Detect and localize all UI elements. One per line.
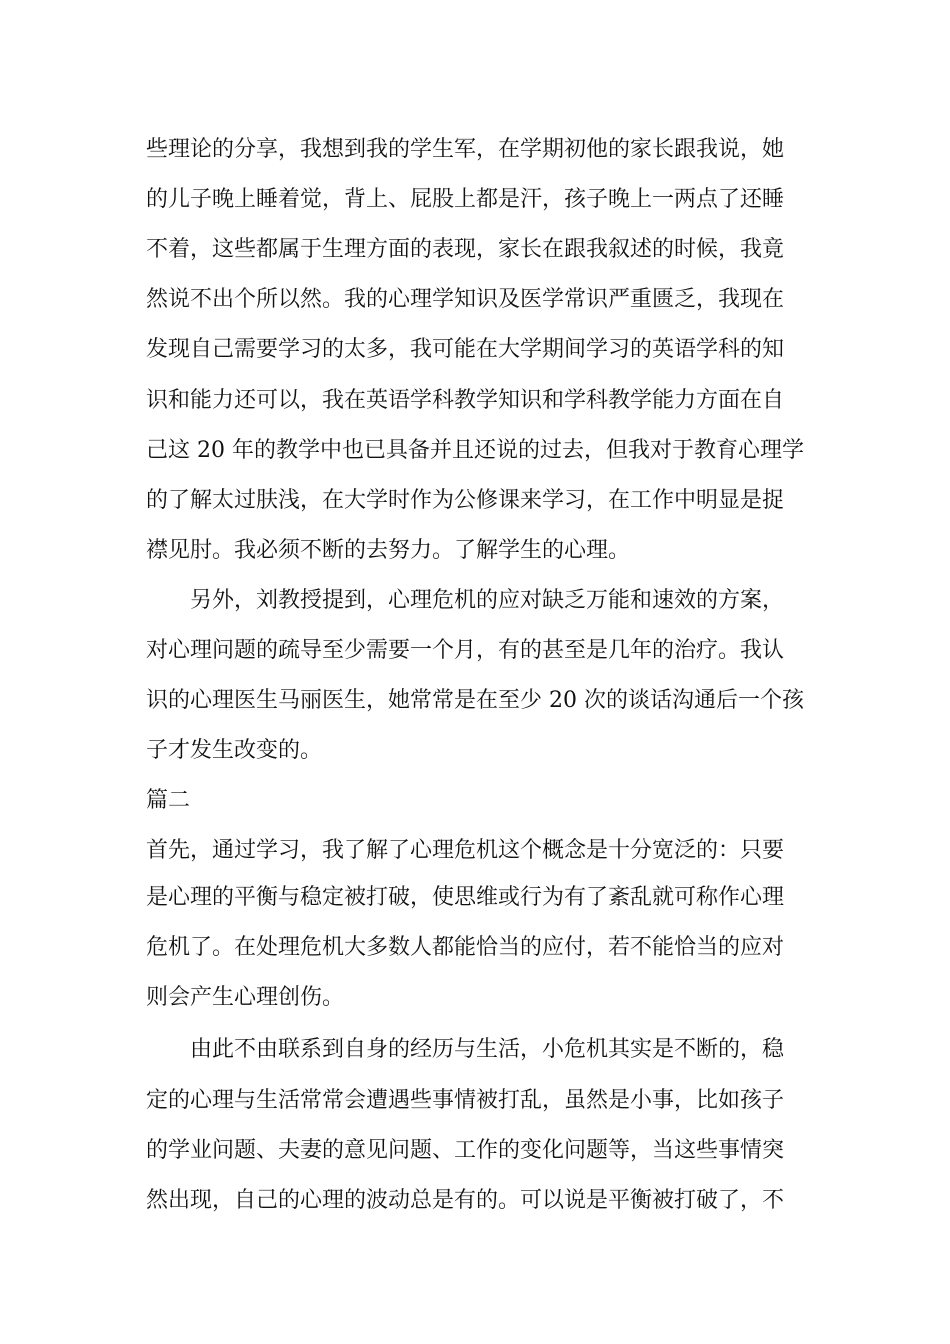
text-line: 识的心理医生马丽医生，她常常是在至少 20 次的谈话沟通后一个孩	[146, 688, 804, 713]
text-line: 发现自己需要学习的太多，我可能在大学期间学习的英语学科的知	[146, 337, 785, 362]
text-line: 子才发生改变的。	[146, 738, 323, 763]
text-line: 的学业问题、夫妻的意见问题、工作的变化问题等，当这些事情突	[146, 1138, 785, 1163]
text-line: 然出现，自己的心理的波动总是有的。可以说是平衡被打破了，不	[146, 1188, 785, 1213]
text-line: 些理论的分享，我想到我的学生军，在学期初他的家长跟我说，她	[146, 137, 785, 162]
text-line: 己这 20 年的教学中也已具备并且还说的过去，但我对于教育心理学	[146, 438, 804, 463]
text-line: 另外，刘教授提到，心理危机的应对缺乏万能和速效的方案，	[190, 588, 785, 613]
text-line: 定的心理与生活常常会遭遇些事情被打乱，虽然是小事，比如孩子	[146, 1088, 785, 1113]
text-line: 识和能力还可以，我在英语学科教学知识和学科教学能力方面在自	[146, 388, 785, 413]
section-heading: 篇二	[146, 788, 191, 813]
text-line: 对心理问题的疏导至少需要一个月，有的甚至是几年的治疗。我认	[146, 638, 785, 663]
text-line: 襟见肘。我必须不断的去努力。了解学生的心理。	[146, 538, 631, 563]
text-line: 由此不由联系到自身的经历与生活，小危机其实是不断的，稳	[190, 1037, 785, 1062]
text-line: 的儿子晚上睡着觉，背上、屁股上都是汗，孩子晚上一两点了还睡	[146, 187, 785, 212]
text-line: 则会产生心理创伤。	[146, 985, 345, 1010]
text-line: 危机了。在处理危机大多数人都能恰当的应付，若不能恰当的应对	[146, 935, 785, 960]
text-line: 的了解太过肤浅，在大学时作为公修课来学习，在工作中明显是捉	[146, 488, 785, 513]
text-line: 首先，通过学习，我了解了心理危机这个概念是十分宽泛的：只要	[146, 838, 785, 863]
text-line: 然说不出个所以然。我的心理学知识及医学常识严重匮乏，我现在	[146, 287, 785, 312]
text-line: 是心理的平衡与稳定被打破，使思维或行为有了紊乱就可称作心理	[146, 885, 785, 910]
text-line: 不着，这些都属于生理方面的表现，家长在跟我叙述的时候，我竟	[146, 237, 785, 262]
